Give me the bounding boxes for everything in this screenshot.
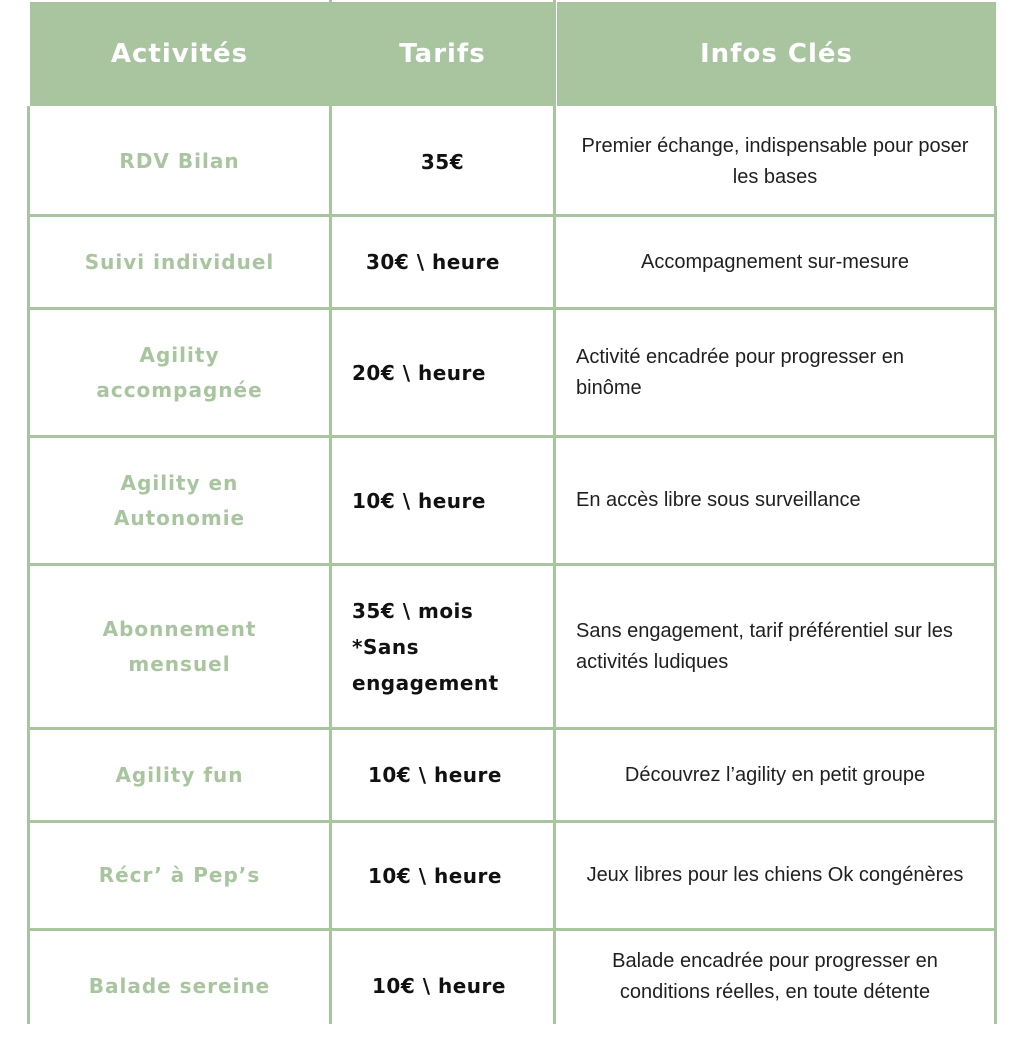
activity-name: Suivi individuel — [84, 249, 275, 274]
activity-price: 20€ \ heure — [352, 360, 486, 385]
activity-price: 30€ \ heure — [366, 250, 500, 274]
activity-info: En accès libre sous surveillance — [576, 489, 861, 511]
activity-info: Activité encadrée pour progresser en binôme — [576, 345, 904, 399]
activity-info: Premier échange, indispensable pour poser les bases — [581, 134, 969, 188]
activity-info: Jeux libres pour les chiens Ok congénères — [586, 864, 964, 886]
activity-price: 35€ — [420, 149, 465, 174]
activity-info: Découvrez l’agility en petit groupe — [624, 763, 926, 786]
header-infos-cles: Infos Clés — [557, 2, 996, 106]
activity-name: RDV Bilan — [119, 149, 240, 173]
activity-info: Accompagnement sur-mesure — [641, 250, 909, 273]
header-activites: Activités — [30, 2, 329, 106]
activity-info: Sans engagement, tarif préférentiel sur les activités ludiques — [576, 619, 953, 673]
activity-name: Balade sereine — [88, 973, 271, 998]
activity-price: 10€ \ heure — [368, 863, 502, 888]
activity-name: Abonnement mensuel — [102, 616, 257, 676]
activity-name: Agility en Autonomie — [113, 470, 246, 530]
activity-price: 10€ \ heure — [352, 488, 486, 513]
activity-name: Agility fun — [115, 762, 244, 787]
activity-price: 10€ \ heure — [368, 763, 502, 787]
activity-price: 35€ \ mois *Sans engagement — [352, 598, 499, 695]
activity-name: Agility accompagnée — [96, 342, 263, 402]
header-tarifs: Tarifs — [332, 2, 553, 106]
activity-info: Balade encadrée pour progresser en conditions réelles, en toute détente — [612, 950, 938, 1003]
activity-price: 10€ \ heure — [372, 974, 506, 998]
activity-name: Récr’ à Pep’s — [98, 863, 261, 887]
